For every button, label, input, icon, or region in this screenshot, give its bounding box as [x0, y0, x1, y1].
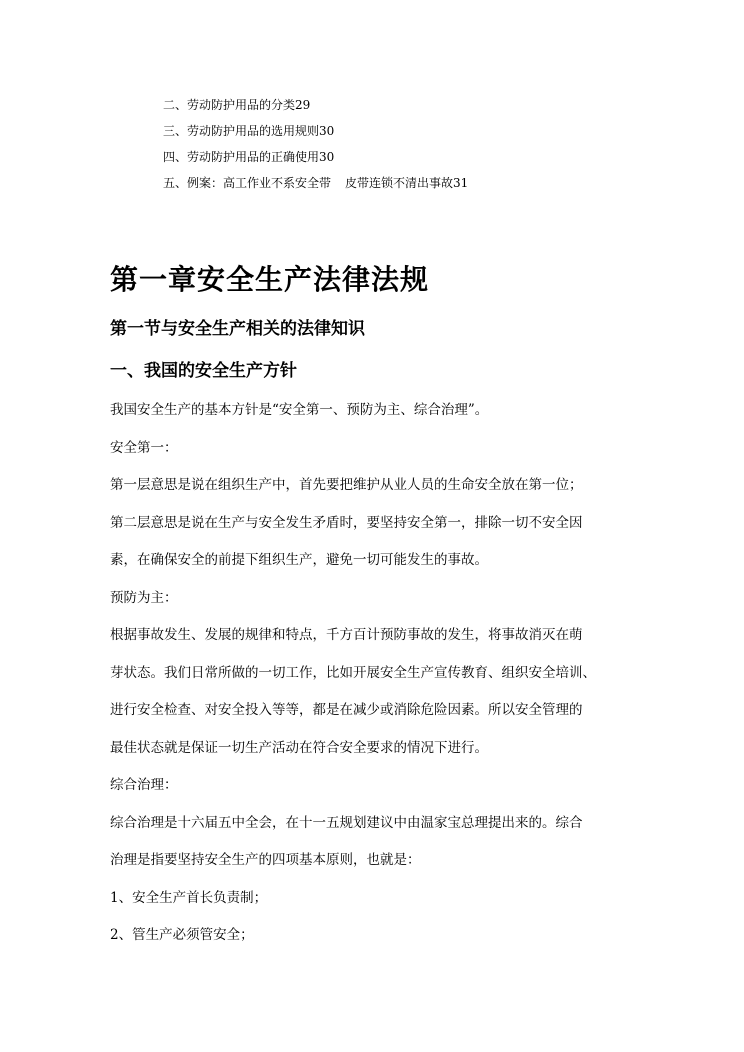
toc-item-text: 皮带连锁不清出事故31	[345, 176, 469, 190]
body-line: 我国安全生产的基本方针是“安全第一、预防为主、综合治理”。	[110, 402, 489, 418]
body-line: 素，在确保安全的前提下组织生产，避免一切可能发生的事故。	[110, 552, 488, 568]
body-text	[110, 392, 640, 955]
body-line: 第一层意思是说在组织生产中，首先要把维护从业人员的生命安全放在第一位；	[110, 477, 583, 493]
body-line: 根据事故发生、发展的规律和特点，千方百计预防事故的发生，将事故消灭在萌	[110, 627, 583, 643]
toc-item-text: 五、例案：高工作业不系安全带	[163, 176, 332, 190]
body-line: 2、管生产必须管安全；	[110, 927, 254, 943]
toc-item[interactable]: 三、劳动防护用品的选用规则30	[163, 124, 335, 138]
subsection-title: 一、我国的安全生产方针	[110, 361, 297, 381]
toc-item[interactable]: 四、劳动防护用品的正确使用30	[163, 150, 335, 164]
body-line: 综合治理是十六届五中全会，在十一五规划建议中由温家宝总理提出来的。综合	[110, 814, 583, 831]
body-line: 1、安全生产首长负责制；	[110, 889, 268, 906]
body-line: 安全第一：	[110, 439, 178, 456]
table-of-contents	[163, 92, 683, 196]
body-line: 最佳状态就是保证一切生产活动在符合安全要求的情况下进行。	[110, 739, 488, 756]
body-line: 预防为主：	[110, 589, 178, 606]
section-title: 第一节与安全生产相关的法律知识	[110, 319, 365, 339]
body-line: 进行安全检查、对安全投入等等，都是在减少或消除危险因素。所以安全管理的	[110, 702, 583, 718]
body-line: 第二层意思是说在生产与安全发生矛盾时，要坚持安全第一，排除一切不安全因	[110, 514, 583, 531]
toc-item[interactable]: 二、劳动防护用品的分类29	[163, 98, 311, 112]
body-line: 治理是指要坚持安全生产的四项基本原则，也就是：	[110, 852, 421, 868]
chapter-title: 第一章安全生产法律法规	[110, 263, 430, 296]
toc-item[interactable]	[163, 170, 683, 196]
body-line: 芽状态。我们日常所做的一切工作，比如开展安全生产宣传教育、组织安全培训、	[110, 664, 596, 681]
body-line: 综合治理：	[110, 777, 178, 793]
